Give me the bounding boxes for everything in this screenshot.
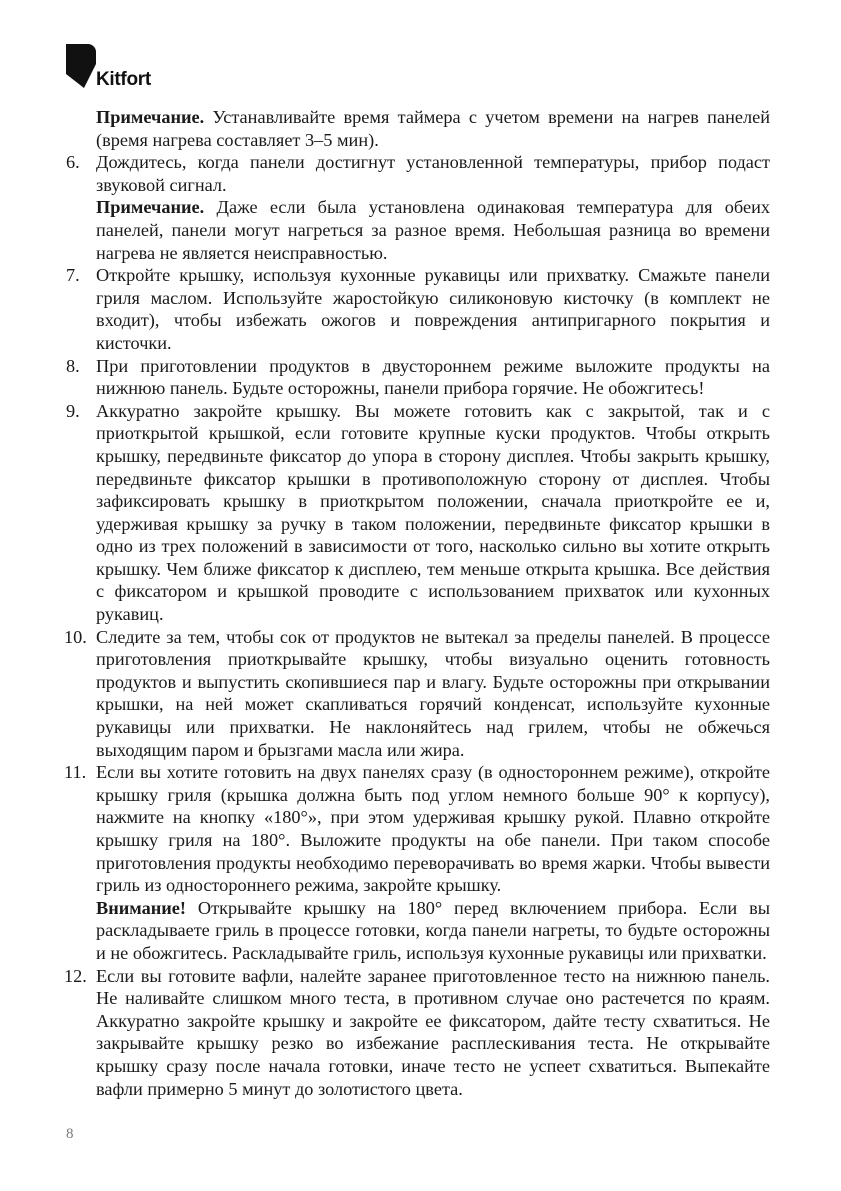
note-timer <box>66 106 770 151</box>
note-text: Даже если была установлена одинаковая температура для обеих панелей, панели могут нагреться за разное время. Небольшая разница во времени нагрева не является неисправностью. <box>96 197 770 263</box>
item-text: Откройте крышку, используя кухонные рукавицы или прихватку. Смажьте панели гриля маслом. Используйте жаростойкую силиконовую кисточку (в комплект не входит), чтобы избежать ожогов и повреждения антипригарного покрытия и кисточки. <box>96 265 770 353</box>
item-number: 7. <box>66 265 80 286</box>
item-text: Аккуратно закройте крышку. Вы можете готовить как с закрытой, так и с приоткрытой крышкой, если готовите крупные куски продуктов. Чтобы открыть крышку, передвиньте фиксатор до упора в сторону дисплея. Чтобы закрыть крышку, передвиньте фиксатор крышки в противоположную сторону от дисплея. Чтобы зафиксировать крышку в приоткрытом положении, сначала приоткройте ее и, удерживая крышку за ручку в таком положении, передвиньте фиксатор крышки в одно из трех положений в зависимости от того, насколько сильно вы хотите открыть крышку. Чем ближе фиксатор к дисплею, тем меньше открыта крышка. Все действия с фиксатором и крышкой проводите с использованием прихваток или кухонных рукавиц. <box>96 400 770 625</box>
list-item-9 <box>66 400 770 626</box>
note-label: Примечание. <box>96 107 205 127</box>
item-number: 12. <box>64 965 87 986</box>
instructions-text <box>66 106 770 1100</box>
warning-text: Открывайте крышку на 180° перед включением прибора. Если вы раскладываете гриль в процессе готовки, когда панели нагреты, то будьте осторожны и не обожгитесь. Раскладывайте гриль, используя кухонные рукавицы или прихватки. <box>96 897 770 963</box>
note-label: Примечание. <box>96 197 205 218</box>
item-number: 11. <box>64 762 87 783</box>
item-number: 9. <box>66 400 80 421</box>
brand-logo <box>66 44 176 94</box>
list-item-10 <box>66 626 770 762</box>
kitfort-logo-mark-icon <box>66 44 96 88</box>
item-text: Дождитесь, когда панели достигнут установленной температуры, прибор подаст звуковой сигнал. <box>96 152 770 195</box>
item-text: Если вы хотите готовить на двух панелях сразу (в одностороннем режиме), откройте крышку гриля (крышка должна быть под углом немного больше 90° к корпусу), нажмите на кнопку «180°», при этом удерживая крышку рукой. Плавно откройте крышку гриля на 180°. Выложите продукты на обе панели. При таком способе приготовления продукты необходимо переворачивать во время жарки. Чтобы вывести гриль из одностороннего режима, закройте крышку. <box>96 762 770 896</box>
list-item-11 <box>66 761 770 897</box>
page-number: 8 <box>66 1126 74 1142</box>
item-number: 10. <box>64 626 87 647</box>
item-number: 6. <box>66 152 80 173</box>
item-text: Если вы готовите вафли, налейте заранее приготовленное тесто на нижнюю панель. Не наливайте слишком много теста, в противном случае оно растечется по краям. Аккуратно закройте крышку и закройте ее фиксатором, дайте тесту схватиться. Не закрывайте крышку резко во избежание расплескивания теста. Не открывайте крышку сразу после начала готовки, иначе тесто не успеет схватиться. Выпекайте вафли примерно 5 минут до золотистого цвета. <box>96 965 770 1099</box>
brand-name: Kitfort <box>96 69 151 90</box>
note-heating <box>66 196 770 264</box>
item-text: При приготовлении продуктов в двустороннем режиме выложите продукты на нижнюю панель. Будьте осторожны, панели прибора горячие. Не обожгитесь! <box>96 355 770 399</box>
item-number: 8. <box>66 355 80 376</box>
list-item-8 <box>66 355 770 400</box>
warning-note <box>66 897 770 965</box>
list-item-7 <box>66 264 770 354</box>
warning-label: Внимание! <box>96 897 186 918</box>
list-item-6 <box>66 151 770 196</box>
item-text: Следите за тем, чтобы сок от продуктов не вытекал за пределы панелей. В процессе приготовления приоткрывайте крышку, чтобы визуально оценить готовность продуктов и выпустить скопившиеся пар и влагу. Будьте осторожны при открывании крышки, на ней может скапливаться горячий конденсат, используйте кухонные рукавицы или прихватки. Не наклоняйтесь над грилем, чтобы не обжечься выходящим паром и брызгами масла или жира. <box>96 626 770 760</box>
note-text: Устанавливайте время таймера с учетом времени на нагрев панелей (время нагрева составляет 3–5 мин). <box>96 107 770 150</box>
list-item-12 <box>66 965 770 1101</box>
